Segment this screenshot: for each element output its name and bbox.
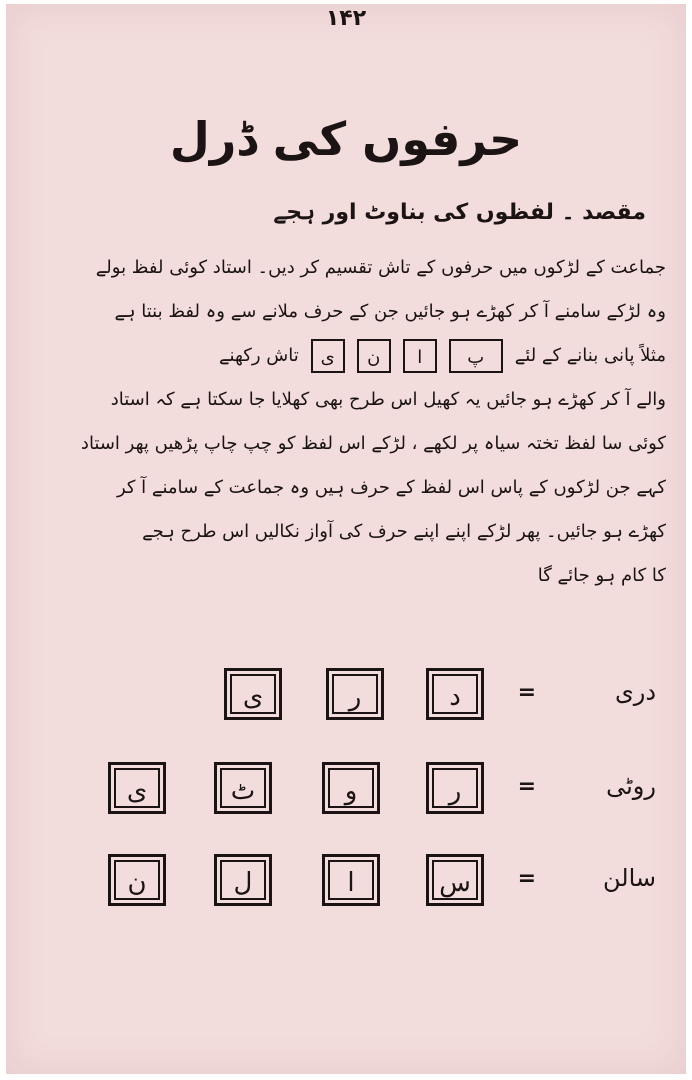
equals-sign: = bbox=[517, 866, 536, 891]
letter-card: ی bbox=[311, 339, 345, 373]
body-line-end: تاش رکھنے bbox=[218, 345, 299, 366]
word-label: سالن bbox=[602, 864, 656, 892]
page-number: ۱۴۲ bbox=[325, 6, 367, 31]
letter-box: ٹ bbox=[214, 762, 272, 814]
letter-box: ا bbox=[322, 854, 380, 906]
letter-box: ر bbox=[426, 762, 484, 814]
word-label: دری bbox=[614, 678, 656, 706]
body-line: والے آ کر کھڑے ہو جائیں یہ کھیل اس طرح بھی کھلایا جا سکتا ہے کہ استاد bbox=[110, 389, 666, 410]
body-line: کھڑے ہو جائیں۔ پھر لڑکے اپنے اپنے حرف کی آواز نکالیں اس طرح ہجے bbox=[142, 521, 666, 542]
letter-box: ی bbox=[108, 762, 166, 814]
letter-box: ر bbox=[326, 668, 384, 720]
letter-card: ن bbox=[357, 339, 391, 373]
body-line: کوئی سا لفظ تختہ سیاہ پر لکھے ، لڑکے اس لفظ کو چپ چاپ پڑھیں پھر استاد bbox=[80, 433, 666, 454]
body-line: وہ لڑکے سامنے آ کر کھڑے ہو جائیں جن کے حرف ملانے سے وہ لفظ بنتا ہے bbox=[114, 301, 666, 322]
body-line: کا کام ہو جائے گا bbox=[537, 565, 666, 586]
book-page bbox=[6, 4, 686, 1074]
letter-card: پ bbox=[449, 339, 503, 373]
equals-sign: = bbox=[517, 680, 536, 705]
word-label: روٹی bbox=[606, 772, 656, 800]
letter-box: س bbox=[426, 854, 484, 906]
word-row-salan bbox=[16, 854, 656, 916]
letter-box: ل bbox=[214, 854, 272, 906]
letter-box: ن bbox=[108, 854, 166, 906]
body-line: جماعت کے لڑکوں میں حرفوں کے تاش تقسیم کر دیں۔ استاد کوئی لفظ بولے bbox=[95, 257, 666, 278]
example-line bbox=[16, 334, 666, 378]
body-text bbox=[16, 246, 666, 598]
equals-sign: = bbox=[517, 774, 536, 799]
body-line: کہے جن لڑکوں کے پاس اس لفظ کے حرف ہیں وہ جماعت کے سامنے آ کر bbox=[116, 477, 666, 498]
letter-box: و bbox=[322, 762, 380, 814]
letter-box: ی bbox=[224, 668, 282, 720]
word-row-dari bbox=[16, 668, 656, 730]
letter-card: ا bbox=[403, 339, 437, 373]
objective-line: مقصد ۔ لفظوں کی بناوٹ اور ہجے bbox=[273, 200, 646, 225]
page-title: حرفوں کی ڈرل bbox=[169, 112, 523, 166]
word-row-roti bbox=[16, 762, 656, 824]
letter-box: د bbox=[426, 668, 484, 720]
body-line-start: مثلاً پانی بنانے کے لئے bbox=[514, 345, 666, 366]
